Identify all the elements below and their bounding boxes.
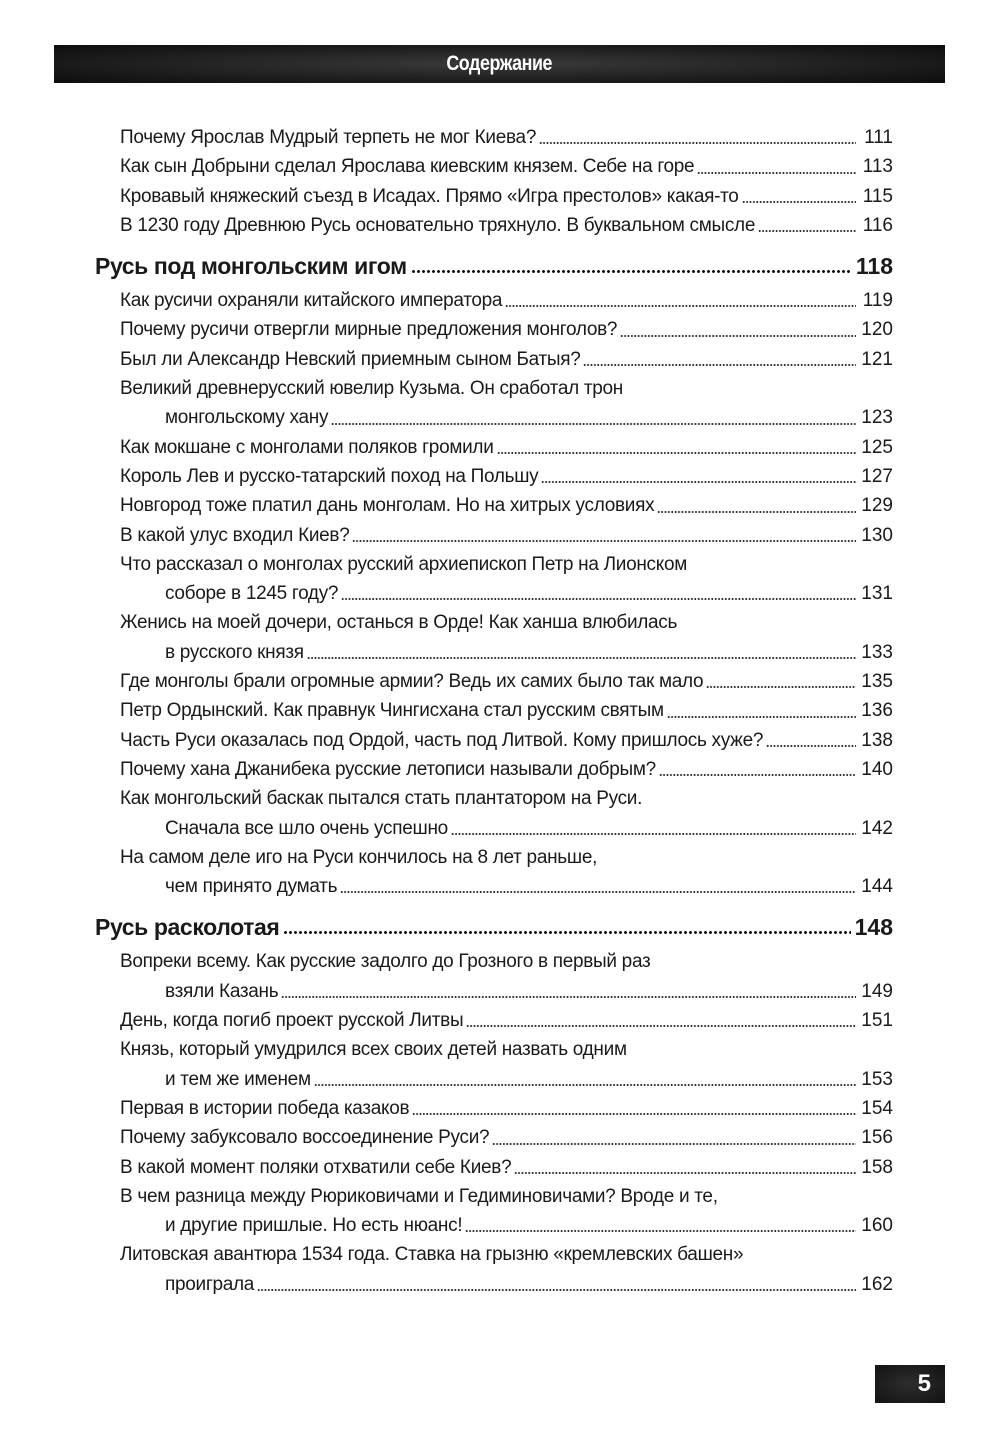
toc-entry[interactable] xyxy=(95,755,893,784)
toc-chapter-heading[interactable] xyxy=(95,249,893,283)
toc-entry-title: Почему Ярослав Мудрый терпеть не мог Киева? xyxy=(120,127,537,148)
dot-leader xyxy=(742,200,856,204)
toc-entry-page: 160 xyxy=(861,1215,893,1237)
toc-entry-page: 136 xyxy=(861,700,893,722)
toc-entry[interactable] xyxy=(95,1094,893,1123)
toc-entry[interactable] xyxy=(95,579,893,608)
dot-leader xyxy=(257,1288,856,1292)
toc-entry[interactable] xyxy=(95,403,893,432)
dot-leader xyxy=(541,480,856,484)
dot-leader xyxy=(352,539,856,543)
toc-entry-title: Как русичи охраняли китайского императора xyxy=(120,290,503,312)
toc-entry-page: 127 xyxy=(861,465,893,487)
toc-entry[interactable] xyxy=(95,152,893,181)
toc-entry-page: 130 xyxy=(861,524,893,546)
chapter-title: Русь расколотая xyxy=(95,914,280,941)
toc-entry[interactable] xyxy=(95,1153,893,1182)
toc-entry-title: и другие пришлые. Но есть нюанс! xyxy=(165,1215,463,1237)
chapter-page: 118 xyxy=(855,253,893,280)
toc-entry-title: и тем же именем xyxy=(165,1068,311,1090)
toc-entry-title: взяли Казань xyxy=(165,980,279,1002)
toc-entry[interactable] xyxy=(95,521,893,550)
toc-entry-title: Часть Руси оказалась под Ордой, часть под Литвой. Кому пришлось хуже? xyxy=(120,729,764,751)
toc-entry[interactable] xyxy=(95,977,893,1006)
dot-leader xyxy=(492,1142,856,1146)
toc-entry[interactable] xyxy=(95,433,893,462)
toc-entry-page: 156 xyxy=(861,1127,893,1149)
dot-leader xyxy=(583,363,856,367)
toc-entry-title: чем принято думать xyxy=(165,876,338,898)
toc-entry-title: День, когда погиб проект русской Литвы xyxy=(120,1010,464,1032)
toc-entry-title: Сначала все шло очень успешно xyxy=(165,817,448,839)
toc-entry-title: Новгород тоже платил дань монголам. Но на хитрых условиях xyxy=(120,495,655,517)
toc-entry-page: 119 xyxy=(862,290,893,312)
dot-leader xyxy=(281,995,856,999)
page-number: 5 xyxy=(917,1370,931,1397)
section-header-bar xyxy=(54,45,945,83)
toc-entry[interactable] xyxy=(95,491,893,520)
toc-entry[interactable] xyxy=(95,696,893,725)
toc-entry[interactable] xyxy=(95,286,893,315)
dot-leader xyxy=(341,597,856,601)
toc-entry-line: Что рассказал о монголах русский архиепископ Петр на Лионском xyxy=(120,553,688,575)
dot-leader xyxy=(451,832,856,836)
toc-entry-page: 120 xyxy=(861,319,893,341)
toc-entry-line: В чем разница между Рюриковичами и Гедиминовичами? Вроде и те, xyxy=(120,1185,718,1207)
toc-entry[interactable] xyxy=(95,1065,893,1094)
toc-entry[interactable] xyxy=(95,1211,893,1240)
toc-entry-line: Вопреки всему. Как русские задолго до Грозного в первый раз xyxy=(120,951,651,973)
dot-leader xyxy=(766,744,856,748)
dot-leader xyxy=(412,1112,856,1116)
chapter-title: Русь под монгольским игом xyxy=(95,253,407,280)
toc-entry-line: Литовская авантюра 1534 года. Ставка на грызню «кремлевских башен» xyxy=(120,1244,744,1266)
dot-leader xyxy=(758,229,856,233)
toc-entry-page: 115 xyxy=(862,185,893,207)
dot-leader xyxy=(659,773,856,777)
toc-entry-title: Петр Ордынский. Как правнук Чингисхана стал русским святым xyxy=(120,700,664,722)
dot-leader xyxy=(706,685,856,689)
toc-entry[interactable] xyxy=(95,814,893,843)
toc-entry-page: 111 xyxy=(864,127,893,148)
toc-entry[interactable] xyxy=(95,345,893,374)
toc-entry[interactable] xyxy=(95,315,893,344)
toc-entry-page: 121 xyxy=(861,348,893,370)
dot-leader xyxy=(514,1171,856,1175)
toc-entry-line: На самом деле иго на Руси кончилось на 8 лет раньше, xyxy=(120,846,598,868)
toc-entry[interactable] xyxy=(95,123,893,152)
dot-leader xyxy=(697,171,856,175)
toc-entry-page: 162 xyxy=(861,1273,893,1295)
dot-leader xyxy=(283,930,850,935)
toc-entry-title: проиграла xyxy=(165,1273,255,1295)
dot-leader xyxy=(657,510,856,514)
toc-entry-title: в русского князя xyxy=(165,641,304,663)
toc-entry-page: 123 xyxy=(861,407,893,429)
toc-entry-title: Как мокшане с монголами поляков громили xyxy=(120,436,494,458)
toc-entry-title: В 1230 году Древнюю Русь основательно тряхнуло. В буквальном смысле xyxy=(120,214,756,236)
toc-entry-page: 125 xyxy=(861,436,893,458)
toc-entry-title: Как сын Добрыни сделал Ярослава киевским князем. Себе на горе xyxy=(120,156,695,178)
toc-entry-title: В какой улус входил Киев? xyxy=(120,524,350,546)
toc-entry[interactable] xyxy=(95,638,893,667)
toc-entry-title: Где монголы брали огромные армии? Ведь их самих было так мало xyxy=(120,671,704,693)
table-of-contents xyxy=(95,123,893,1299)
toc-entry[interactable] xyxy=(95,1123,893,1152)
toc-entry-page: 142 xyxy=(861,817,893,839)
dot-leader xyxy=(466,1024,856,1028)
dot-leader xyxy=(340,890,856,894)
toc-entry-page: 153 xyxy=(861,1068,893,1090)
toc-entry-title: Был ли Александр Невский приемным сыном Батыя? xyxy=(120,348,581,370)
toc-entry-title: Первая в истории победа казаков xyxy=(120,1097,410,1119)
dot-leader xyxy=(539,141,856,145)
page-title: Содержание xyxy=(446,52,553,75)
dot-leader xyxy=(667,715,856,719)
dot-leader xyxy=(411,269,852,274)
toc-entry[interactable] xyxy=(95,462,893,491)
toc-entry-page: 116 xyxy=(862,214,893,236)
dot-leader xyxy=(620,334,856,338)
toc-entry-title: Почему русичи отвергли мирные предложения монголов? xyxy=(120,319,618,341)
toc-entry-page: 113 xyxy=(862,156,893,178)
dot-leader xyxy=(465,1229,856,1233)
toc-entry-page: 135 xyxy=(861,671,893,693)
toc-entry[interactable] xyxy=(95,872,893,901)
toc-entry-title: соборе в 1245 году? xyxy=(165,583,339,605)
toc-entry[interactable] xyxy=(95,1006,893,1035)
toc-entry-title: Король Лев и русско-татарский поход на Польшу xyxy=(120,465,539,487)
toc-entry-page: 154 xyxy=(861,1097,893,1119)
toc-entry-title: Почему забуксовало воссоединение Руси? xyxy=(120,1127,490,1149)
chapter-page: 148 xyxy=(854,914,893,941)
dot-leader xyxy=(314,1083,856,1087)
toc-entry-line: Как монгольский баскак пытался стать плантатором на Руси. xyxy=(120,788,643,810)
toc-entry-page: 149 xyxy=(861,980,893,1002)
toc-entry-page: 129 xyxy=(861,495,893,517)
toc-entry-title: В какой момент поляки отхватили себе Киев? xyxy=(120,1156,512,1178)
toc-entry-line: Великий древнерусский ювелир Кузьма. Он сработал трон xyxy=(120,378,624,400)
toc-entry-title: Почему хана Джанибека русские летописи называли добрым? xyxy=(120,758,656,780)
toc-entry[interactable] xyxy=(95,1270,893,1299)
toc-entry-line: Женись на моей дочери, останься в Орде! Как ханша влюбилась xyxy=(120,612,678,634)
dot-leader xyxy=(497,451,856,455)
toc-entry-page: 151 xyxy=(861,1010,893,1032)
toc-entry-page: 133 xyxy=(861,641,893,663)
toc-entry-title: Кровавый княжеский съезд в Исадах. Прямо «Игра престолов» какая-то xyxy=(120,185,739,207)
toc-chapter-heading[interactable] xyxy=(95,910,893,944)
toc-entry[interactable] xyxy=(95,667,893,696)
toc-entry-page: 131 xyxy=(861,583,893,605)
toc-entry[interactable] xyxy=(95,726,893,755)
toc-entry-line: Князь, который умудрился всех своих детей назвать одним xyxy=(120,1039,627,1061)
toc-entry[interactable] xyxy=(95,182,893,211)
dot-leader xyxy=(331,422,856,426)
toc-entry-page: 158 xyxy=(861,1156,893,1178)
toc-entry-page: 144 xyxy=(861,876,893,898)
dot-leader xyxy=(307,656,856,660)
toc-entry-page: 138 xyxy=(861,729,893,751)
toc-entry-page: 140 xyxy=(861,758,893,780)
dot-leader xyxy=(505,304,856,308)
page-number-box xyxy=(875,1365,945,1403)
toc-entry-title: монгольскому хану xyxy=(165,407,329,429)
toc-entry[interactable] xyxy=(95,211,893,240)
